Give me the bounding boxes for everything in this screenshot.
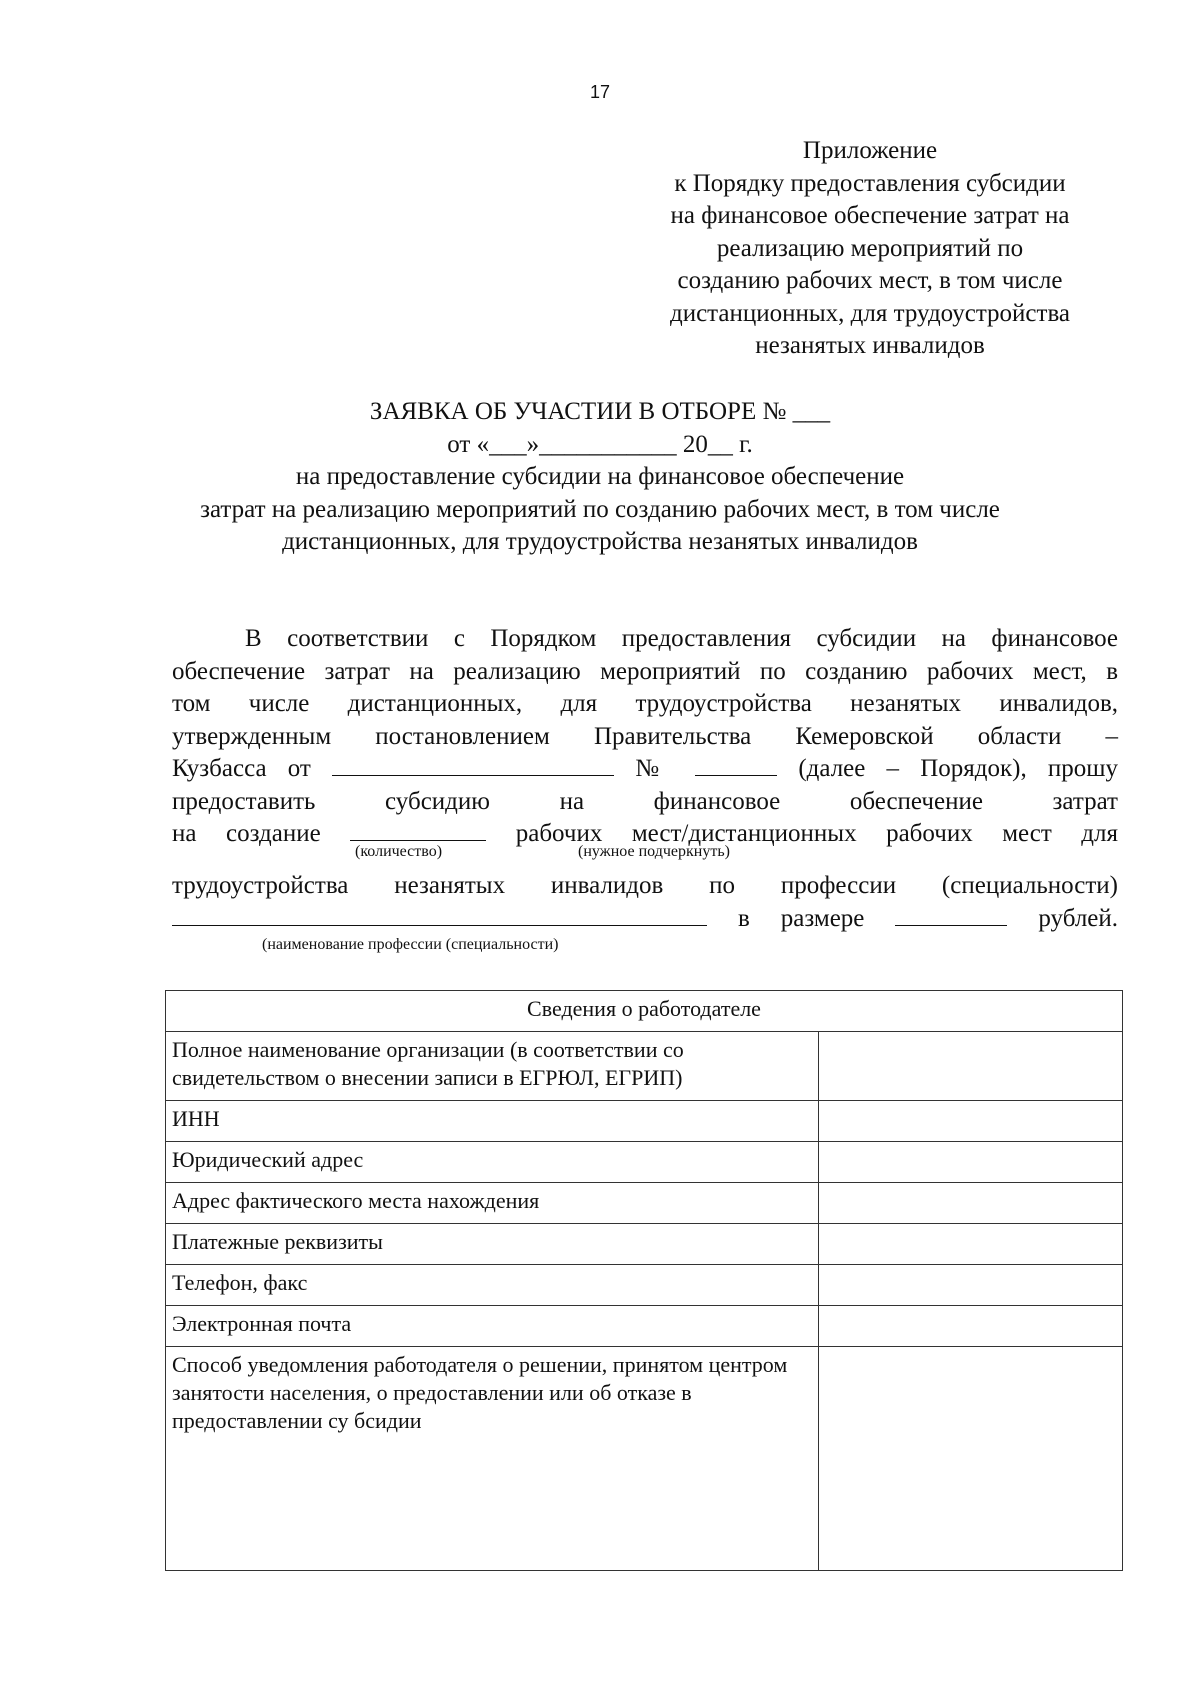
text-fragment: на создание	[172, 820, 321, 847]
appendix-line: к Порядку предоставления субсидии	[674, 169, 1066, 197]
row-label: Способ уведомления работодателя о решении, принятом центром занятости населения, о предоставлении или об отказе в предоставлении су бсидии	[166, 1347, 819, 1571]
table-header: Сведения о работодателе	[166, 991, 1123, 1032]
row-value-cell[interactable]	[819, 1142, 1123, 1183]
text-fragment: №	[635, 755, 674, 782]
row-label: ИНН	[166, 1101, 819, 1142]
employer-info-table	[165, 990, 1123, 1571]
row-label: Юридический адрес	[166, 1142, 819, 1183]
row-label: Адрес фактического места нахождения	[166, 1183, 819, 1224]
appendix-line: созданию рабочих мест, в том числе	[677, 267, 1063, 294]
table-row	[166, 1142, 1123, 1183]
appendix-line: незанятых инвалидов	[755, 332, 985, 359]
appendix-header	[620, 135, 1120, 363]
text-fragment: рублей.	[1038, 904, 1119, 932]
appendix-line: реализацию мероприятий по	[716, 234, 1024, 262]
title-line: на предоставление субсидии на финансовое обеспечение	[295, 463, 905, 490]
row-label: Полное наименование организации (в соответствии со свидетельством о внесении записи в ЕГРЮЛ, ЕГРИП)	[166, 1032, 819, 1101]
paragraph-line: предоставить субсидию на финансовое обеспечение затрат	[172, 787, 1118, 815]
paragraph-line: обеспечение затрат на реализацию мероприятий по созданию рабочих мест, в	[172, 657, 1118, 685]
hint-quantity: (количество)	[355, 843, 443, 860]
application-paragraph	[172, 623, 1118, 851]
row-value-cell[interactable]	[819, 1101, 1123, 1142]
title-line: дистанционных, для трудоустройства незанятых инвалидов	[282, 528, 918, 555]
table-row	[166, 1306, 1123, 1347]
text-fragment: в размере	[737, 904, 865, 932]
paragraph-line: утвержденным постановлением Правительства Кемеровской области –	[172, 722, 1118, 750]
paragraph-line: В соответствии с Порядком предоставления субсидии на финансовое	[245, 625, 1118, 652]
paragraph-line: том числе дистанционных, для трудоустройства незанятых инвалидов,	[172, 690, 1118, 717]
text-fragment: рабочих мест/дистанционных рабочих мест для	[515, 820, 1118, 847]
table-row	[166, 1224, 1123, 1265]
title-line: ЗАЯВКА ОБ УЧАСТИИ В ОТБОРЕ № ___	[369, 398, 831, 425]
table-row	[166, 1101, 1123, 1142]
document-title	[0, 396, 1200, 559]
date-blank-field[interactable]	[332, 755, 614, 776]
text-fragment: Кузбасса от	[172, 755, 311, 782]
title-date-line: от «___»___________ 20__ г.	[447, 430, 753, 458]
paragraph-line: трудоустройства незанятых инвалидов по профессии (специальности)	[172, 872, 1118, 899]
appendix-line: Приложение	[802, 137, 938, 164]
quantity-blank-field[interactable]	[350, 820, 486, 841]
title-line: затрат на реализацию мероприятий по созданию рабочих мест, в том числе	[200, 495, 1000, 523]
text-fragment: (далее – Порядок), прошу	[798, 755, 1118, 782]
amount-blank-field[interactable]	[895, 905, 1007, 926]
table-row	[166, 1347, 1123, 1571]
row-value-cell[interactable]	[819, 1306, 1123, 1347]
hint-profession: (наименование профессии (специальности)	[262, 936, 559, 953]
row-value-cell[interactable]	[819, 1224, 1123, 1265]
table-row	[166, 1032, 1123, 1101]
paragraph-line	[172, 753, 1118, 786]
row-value-cell[interactable]	[819, 1265, 1123, 1306]
number-blank-field[interactable]	[695, 755, 777, 776]
row-label: Электронная почта	[166, 1306, 819, 1347]
row-value-cell[interactable]	[819, 1347, 1123, 1571]
row-label: Платежные реквизиты	[166, 1224, 819, 1265]
page-number: 17	[589, 82, 611, 102]
application-paragraph-cont	[172, 870, 1118, 935]
table-row	[166, 1265, 1123, 1306]
row-value-cell[interactable]	[819, 1183, 1123, 1224]
table-row	[166, 1183, 1123, 1224]
hint-underline: (нужное подчеркнуть)	[578, 843, 730, 860]
appendix-line: на финансовое обеспечение затрат на	[670, 202, 1070, 229]
appendix-line: дистанционных, для трудоустройства	[669, 299, 1071, 327]
profession-blank-field[interactable]	[172, 905, 707, 926]
row-label: Телефон, факс	[166, 1265, 819, 1306]
row-value-cell[interactable]	[819, 1032, 1123, 1101]
paragraph-line	[172, 903, 1118, 936]
